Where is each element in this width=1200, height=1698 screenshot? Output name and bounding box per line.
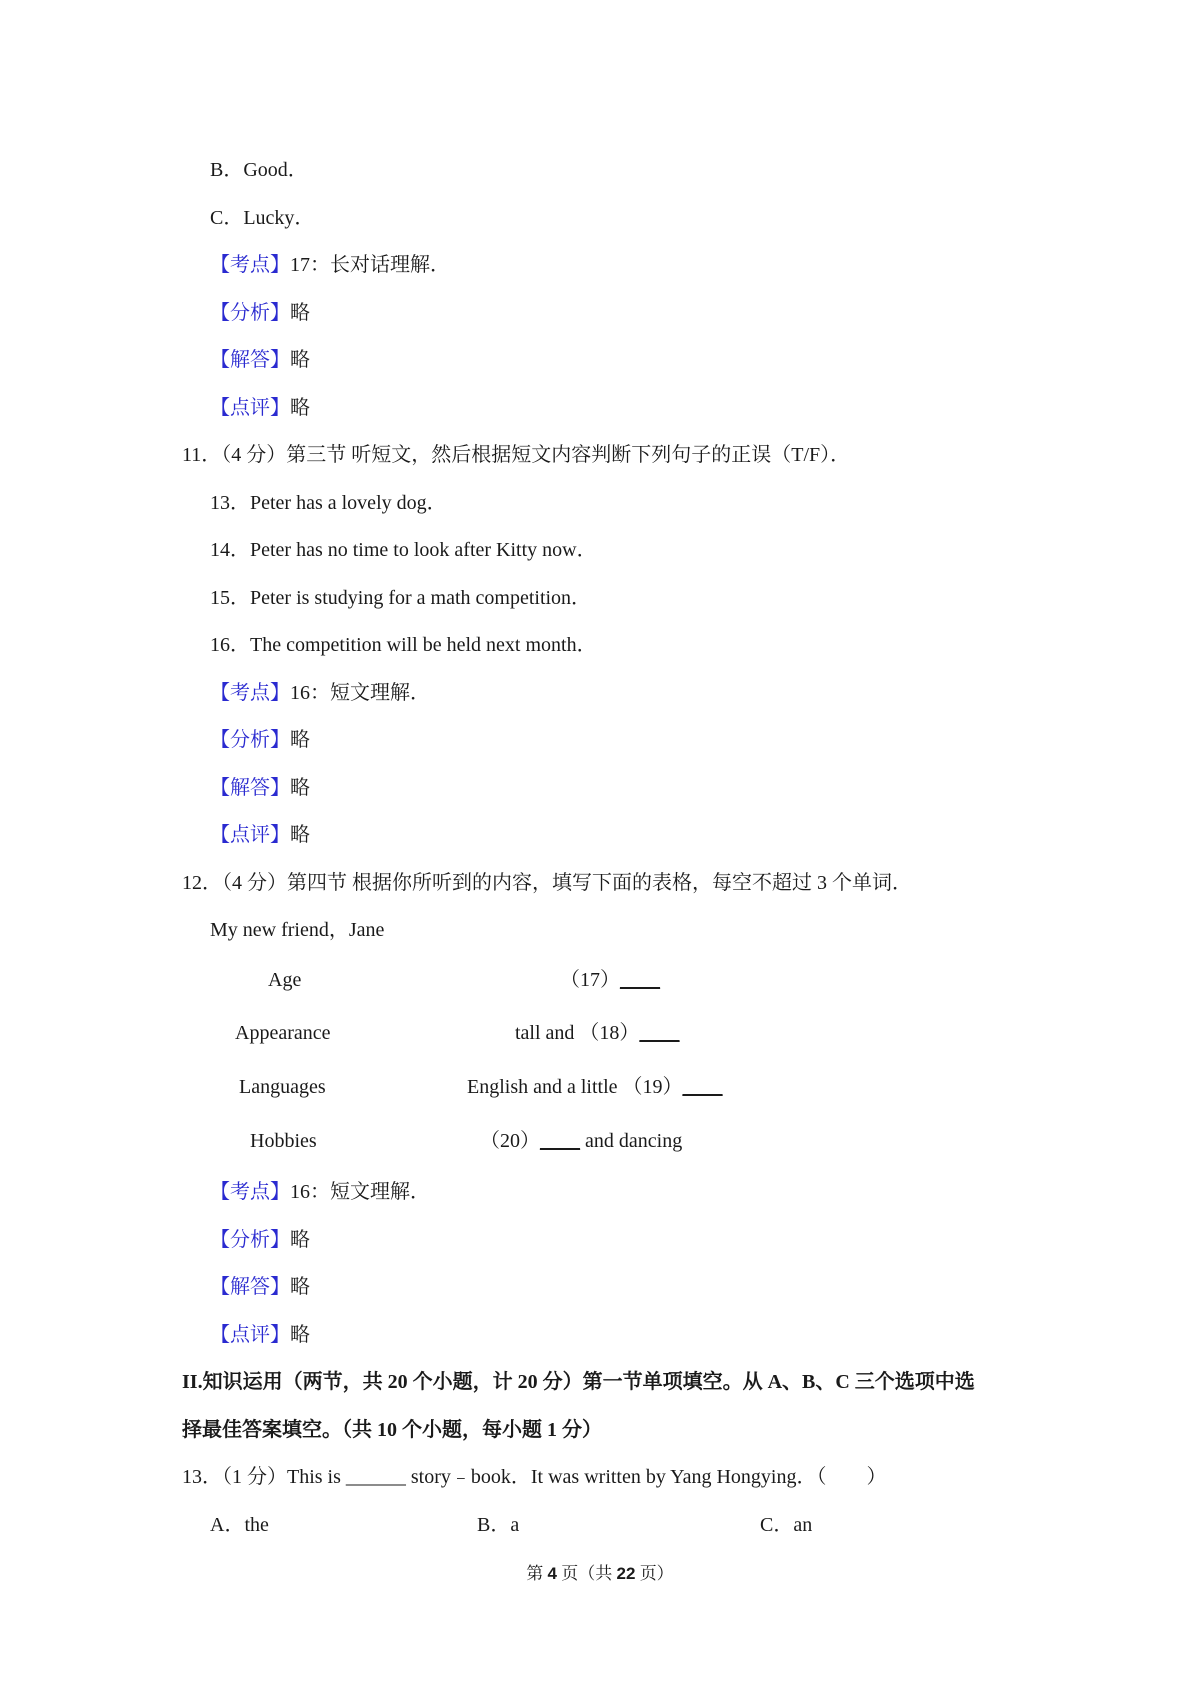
dianping-row-1 [210,396,310,420]
section-heading-line2: 择最佳答案填空。（共 10 个小题，每小题 1 分） [182,1419,602,1441]
kaodian-row-2 [210,681,430,705]
fenxi-tag: 【分析】 [210,302,290,324]
fenxi-text: 略 [290,302,310,324]
jieda-tag: 【解答】 [210,349,290,371]
kaodian-text: 17：长对话理解． [290,254,450,276]
jieda-text: 略 [290,1276,310,1298]
table-label-languages: Languages [239,1076,326,1098]
fenxi-text: 略 [290,729,310,751]
footer-total-pages: 22 [616,1564,636,1583]
q11-item-14: 14．Peter has no time to look after Kitty now． [210,539,597,561]
section-heading-line1: II.知识运用（两节，共 20 个小题，计 20 分）第一节单项填空。从 A、B、C 三个选项中选 [182,1371,975,1393]
jieda-row-2 [210,776,310,800]
option-c: C．Lucky． [210,207,315,229]
q11-item-13: 13．Peter has a lovely dog． [210,492,447,514]
table-value-hobbies [480,1129,682,1153]
fenxi-row-3 [210,1228,310,1252]
answer-blank-20: ____ [540,1130,580,1152]
answer-blank-19: ____ [682,1076,723,1098]
jieda-text: 略 [290,349,310,371]
table-label-age: Age [268,969,302,991]
jieda-row-3 [210,1275,310,1299]
table-value-pre: tall and （18） [515,1022,640,1044]
kaodian-tag: 【考点】 [210,1181,290,1203]
footer-mid: 页（共 [557,1564,617,1583]
kaodian-text: 16：短文理解． [290,682,430,704]
table-value-age [560,968,660,992]
q13-option-a: A．the [210,1514,269,1536]
answer-blank-17: ____ [620,969,660,991]
dianping-text: 略 [290,397,310,419]
option-b: B．Good． [210,159,308,181]
fenxi-tag: 【分析】 [210,729,290,751]
kaodian-tag: 【考点】 [210,254,290,276]
q12-stem: 12．（4 分）第四节 根据你所听到的内容，填写下面的表格，每空不超过 3 个单词． [182,872,912,894]
dianping-text: 略 [290,824,310,846]
table-label-hobbies: Hobbies [250,1130,317,1152]
table-value-post: and dancing [580,1130,683,1152]
jieda-tag: 【解答】 [210,1276,290,1298]
table-label-appearance: Appearance [235,1022,331,1044]
q13-stem: 13．（1 分）This is ______ story﹣book．It was written by Yang Hongying．（ ） [182,1466,887,1488]
table-value-pre: （17） [560,969,620,991]
jieda-tag: 【解答】 [210,777,290,799]
q13-option-c: C．an [760,1514,813,1536]
q11-stem: 11．（4 分）第三节 听短文，然后根据短文内容判断下列句子的正误（T/F）． [182,444,851,466]
table-value-pre: （20） [480,1130,540,1152]
fenxi-text: 略 [290,1229,310,1251]
q13-option-b: B．a [477,1514,520,1536]
table-value-languages [467,1075,723,1099]
dianping-row-2 [210,823,310,847]
dianping-text: 略 [290,1324,310,1346]
dianping-tag: 【点评】 [210,397,290,419]
dianping-tag: 【点评】 [210,824,290,846]
dianping-row-3 [210,1323,310,1347]
table-value-appearance [515,1021,679,1045]
footer-post: 页） [635,1564,674,1583]
footer-page-number: 4 [547,1564,558,1583]
footer-pre: 第 [526,1564,548,1583]
fenxi-tag: 【分析】 [210,1229,290,1251]
table-value-pre: English and a little （19） [467,1076,683,1098]
q11-item-16: 16．The competition will be held next month． [210,634,597,656]
kaodian-row-3 [210,1180,430,1204]
kaodian-tag: 【考点】 [210,682,290,704]
dianping-tag: 【点评】 [210,1324,290,1346]
kaodian-text: 16：短文理解． [290,1181,430,1203]
q11-item-15: 15．Peter is studying for a math competition． [210,587,592,609]
fenxi-row-1 [210,301,310,325]
page-footer [0,1559,1200,1584]
answer-blank-18: ____ [639,1022,680,1044]
jieda-row-1 [210,348,310,372]
fenxi-row-2 [210,728,310,752]
jieda-text: 略 [290,777,310,799]
q12-intro: My new friend，Jane [210,919,385,941]
kaodian-row-1 [210,253,450,277]
